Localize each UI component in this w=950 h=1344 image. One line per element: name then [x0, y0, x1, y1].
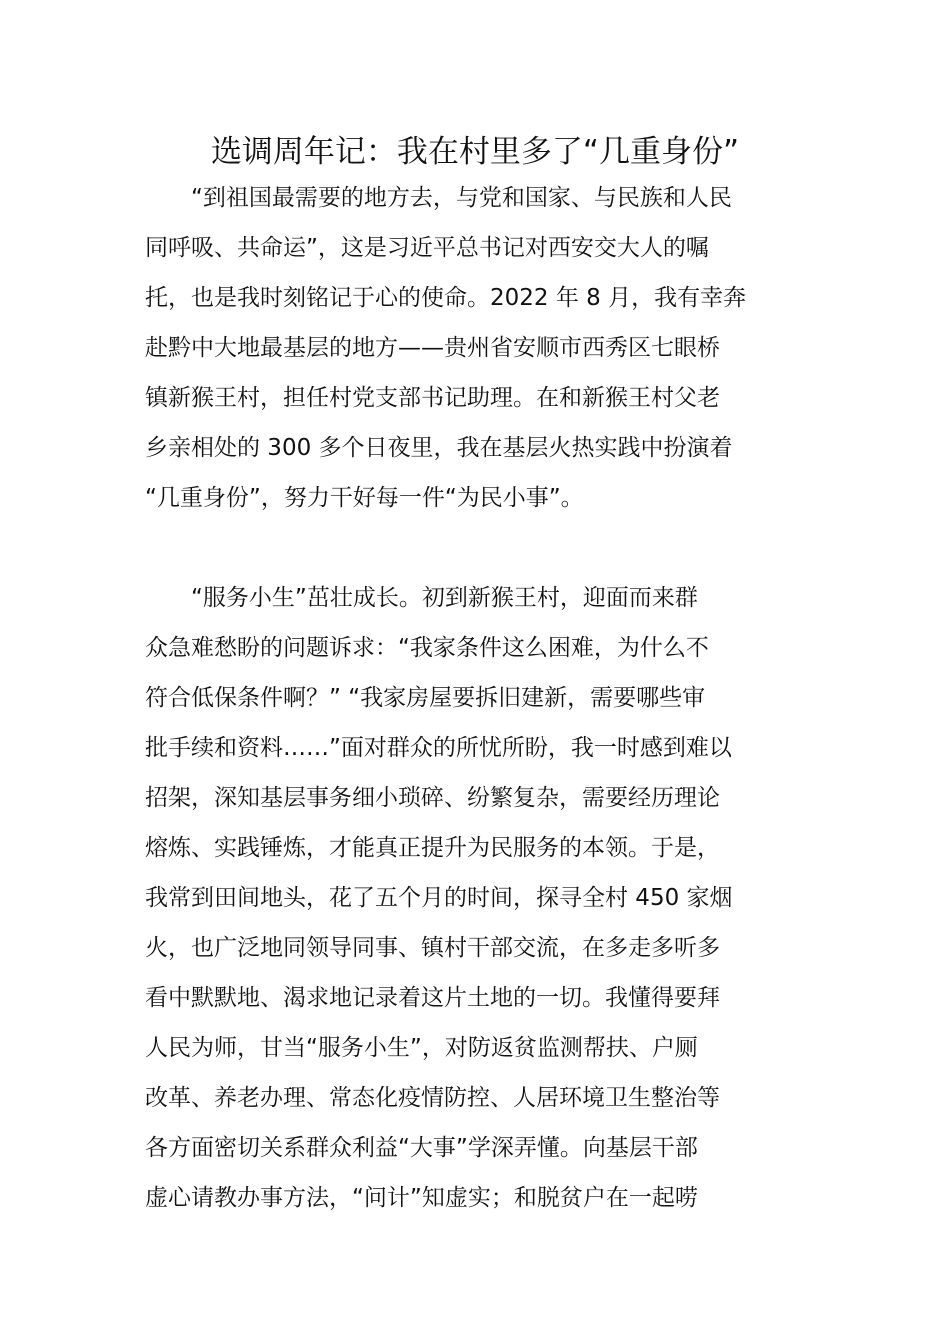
paragraph-line: 托，也是我时刻铭记于心的使命。2022 年 8 月，我有幸奔 [145, 285, 747, 311]
paragraph-line: 我常到田间地头，花了五个月的时间，探寻全村 450 家烟 [145, 885, 733, 911]
document-title: 选调周年记：我在村里多了“几重身份” [210, 134, 740, 170]
paragraph-line: 改革、养老办理、常态化疫情防控、人居环境卫生整治等 [145, 1085, 720, 1111]
paragraph-line: “服务小生”茁壮成长。初到新猴王村，迎面而来群 [145, 585, 698, 611]
paragraph-line: “几重身份”，努力干好每一件“为民小事”。 [145, 485, 584, 511]
paragraph-line: 乡亲相处的 300 多个日夜里，我在基层火热实践中扮演着 [145, 435, 733, 461]
paragraph-line: 镇新猴王村，担任村党支部书记助理。在和新猴王村父老 [145, 385, 720, 411]
paragraph-line: 虚心请教办事方法，“问计”知虚实；和脱贫户在一起唠 [145, 1185, 698, 1211]
paragraph-line: 各方面密切关系群众利益“大事”学深弄懂。向基层干部 [145, 1135, 698, 1161]
paragraph-line: 招架，深知基层事务细小琐碎、纷繁复杂，需要经历理论 [145, 785, 720, 811]
paragraph-line: 看中默默地、渴求地记录着这片土地的一切。我懂得要拜 [145, 985, 720, 1011]
paragraph-line: 火，也广泛地同领导同事、镇村干部交流，在多走多听多 [145, 935, 720, 961]
paragraph-line: 人民为师，甘当“服务小生”，对防返贫监测帮扶、户厕 [145, 1035, 698, 1061]
paragraph-line: 同呼吸、共命运”，这是习近平总书记对西安交大人的嘱 [145, 235, 709, 261]
paragraph-line: 众急难愁盼的问题诉求：“我家条件这么困难，为什么不 [145, 635, 709, 661]
paragraph-line: 赴黔中大地最基层的地方——贵州省安顺市西秀区七眼桥 [145, 335, 720, 361]
paragraph-line: 批手续和资料……”面对群众的所忧所盼，我一时感到难以 [145, 735, 732, 761]
paragraph-line: 熔炼、实践锤炼，才能真正提升为民服务的本领。于是， [145, 835, 720, 861]
paragraph-line: 符合低保条件啊？” “我家房屋要拆旧建新，需要哪些审 [145, 685, 706, 711]
paragraph-line: “到祖国最需要的地方去，与党和国家、与民族和人民 [145, 185, 732, 211]
